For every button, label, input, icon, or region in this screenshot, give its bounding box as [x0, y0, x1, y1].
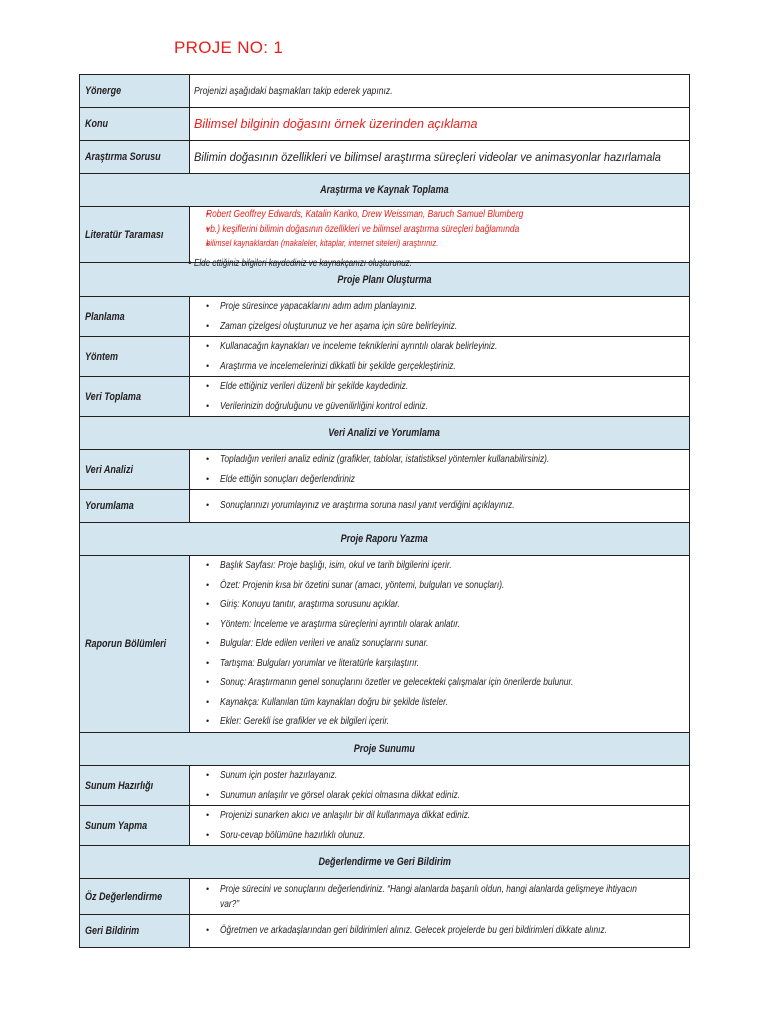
row-sunum-hazirligi: [80, 766, 690, 806]
row-label: Literatür Taraması: [85, 228, 164, 241]
section-header: Veri Analizi ve Yorumlama: [80, 417, 690, 450]
project-title: PROJE NO: 1: [174, 38, 284, 57]
list-item: • Sunumun anlaşılır ve görsel olarak çekici olmasına dikkat ediniz.: [194, 786, 689, 806]
row-veri-toplama: [80, 377, 690, 417]
list-item: • Bulgular: Elde edilen verileri ve analiz sonuçlarını sunar.: [194, 634, 689, 654]
list-item: • Robert Geoffrey Edwards, Katalin Kariko, Drew Weissman, Baruch Samuel Blumberg: [194, 207, 689, 222]
list-item: • Tartışma: Bulguları yorumlar ve literatürle karşılaştırır.: [194, 654, 689, 674]
section-header: Araştırma ve Kaynak Toplama: [80, 174, 690, 207]
research-question-text: Bilimin doğasının özellikleri ve bilimsel araştırma süreçleri videolar ve animasyonlar hazırlamala: [194, 150, 661, 164]
row-planlama: [80, 297, 690, 337]
list-item: • Soru-cevap bölümüne hazırlıklı olunuz.: [194, 826, 689, 846]
literature-overlap-text: • Elde ettiğiniz bilgileri kaydediniz ve kaynakçanızı oluşturunuz.: [188, 258, 413, 269]
list-item: • Projenizi sunarken akıcı ve anlaşılır bir dil kullanmaya dikkat ediniz.: [194, 806, 689, 826]
list-item: • Sonuçlarınızı yorumlayınız ve araştırma soruna nasıl yanıt verdiğini açıklayınız.: [194, 496, 689, 516]
list-item: • Sunum için poster hazırlayanız.: [194, 766, 689, 786]
row-label: Yönerge: [85, 85, 122, 97]
list-item: • Sonuç: Araştırmanın genel sonuçlarını özetler ve gelecekteki çalışmalar için önerilerde bulunur.: [194, 673, 689, 693]
row-yontem: [80, 337, 690, 377]
row-label: Konu: [85, 118, 109, 130]
row-label: Yorumlama: [85, 500, 134, 512]
list-item: • Giriş: Konuyu tanıtır, araştırma sorusunu açıklar.: [194, 595, 689, 615]
project-table: [79, 74, 690, 948]
row-label: Araştırma Sorusu: [85, 151, 161, 163]
section-header: • Elde ettiğiniz bilgileri kaydediniz ve kaynakçanızı oluşturunuz. Proje Planı Oluşturma: [80, 263, 690, 297]
row-label: Veri Analizi: [85, 463, 133, 476]
literature-list: [194, 207, 689, 251]
list-item: • Yöntem: İnceleme ve araştırma süreçlerini ayrıntılı olarak anlatır.: [194, 615, 689, 635]
list-item: • Öğretmen ve arkadaşlarından geri bildirimleri alınız. Gelecek projelerde bu geri bildirimleri dikkate alınız.: [194, 921, 689, 941]
list-item: • Başlık Sayfası: Proje başlığı, isim, okul ve tarih bilgilerini içerir.: [194, 556, 689, 576]
row-literatur: [80, 207, 690, 263]
list-item: • Elde ettiğin sonuçları değerlendiriniz: [194, 470, 689, 490]
section-header: Proje Sunumu: [80, 733, 690, 766]
row-label: Planlama: [85, 310, 125, 323]
row-geri-bildirim: [80, 915, 690, 948]
row-yorumlama: [80, 490, 690, 523]
section-header: Değerlendirme ve Geri Bildirim: [80, 846, 690, 879]
list-item: • Zaman çizelgesi oluşturunuz ve her aşama için süre belirleyiniz.: [194, 317, 689, 337]
row-label: Sunum Hazırlığı: [85, 779, 154, 792]
row-label: Öz Değerlendirme: [85, 890, 163, 903]
row-arastirma-sorusu: [80, 141, 690, 174]
list-item: • Proje süresince yapacaklarını adım adım planlayınız.: [194, 297, 689, 317]
row-text: Projenizi aşağıdaki başmakları takip ederek yapınız.: [194, 85, 393, 97]
section-header: Proje Raporu Yazma: [80, 523, 690, 556]
list-item: • Elde ettiğiniz verileri düzenli bir şekilde kaydediniz.: [194, 377, 689, 397]
list-item: • Ekler: Gerekli ise grafikler ve ek bilgileri içerir.: [194, 712, 689, 732]
konu-text: Bilimsel bilginin doğasını örnek üzerinden açıklama: [194, 117, 478, 131]
list-item: • Proje sürecini ve sonuçlarını değerlendiriniz. “Hangi alanlarda başarılı oldun, hangi alanlarda gelişmeye ihtiyacın var?”: [194, 882, 689, 912]
list-item: • vb.) keşiflerini bilimin doğasının özellikleri ve bilimsel araştırma süreçleri bağlamında: [194, 222, 689, 237]
row-yonerge: [80, 75, 690, 108]
row-label: Geri Bildirim: [85, 925, 140, 937]
row-label: Yöntem: [85, 350, 119, 363]
list-item: • Kaynakça: Kullanılan tüm kaynakları doğru bir şekilde listeler.: [194, 693, 689, 713]
row-raporun-bolumleri: [80, 556, 690, 733]
list-item: • Araştırma ve incelemelerinizi dikkatli bir şekilde gerçekleştiriniz.: [194, 357, 689, 377]
list-item: • Özet: Projenin kısa bir özetini sunar (amacı, yöntemi, bulguları ve sonuçları).: [194, 576, 689, 596]
list-item: • Kullanacağın kaynakları ve inceleme tekniklerini ayrıntılı olarak belirleyiniz.: [194, 337, 689, 357]
row-label: Sunum Yapma: [85, 819, 148, 832]
row-veri-analizi: [80, 450, 690, 490]
list-item: • Verilerinizin doğruluğunu ve güvenilirliğini kontrol ediniz.: [194, 397, 689, 417]
row-sunum-yapma: [80, 806, 690, 846]
list-item: • Topladığın verileri analiz ediniz (grafikler, tablolar, istatistiksel yöntemler kullanabilirsiniz).: [194, 450, 689, 470]
row-label: Raporun Bölümleri: [85, 638, 167, 650]
list-item: • bilimsel kaynaklardan (makaleler, kitaplar, internet siteleri) araştırınız.: [194, 237, 689, 251]
row-oz-degerlendirme: [80, 879, 690, 915]
row-konu: [80, 108, 690, 141]
row-label: Veri Toplama: [85, 390, 141, 403]
